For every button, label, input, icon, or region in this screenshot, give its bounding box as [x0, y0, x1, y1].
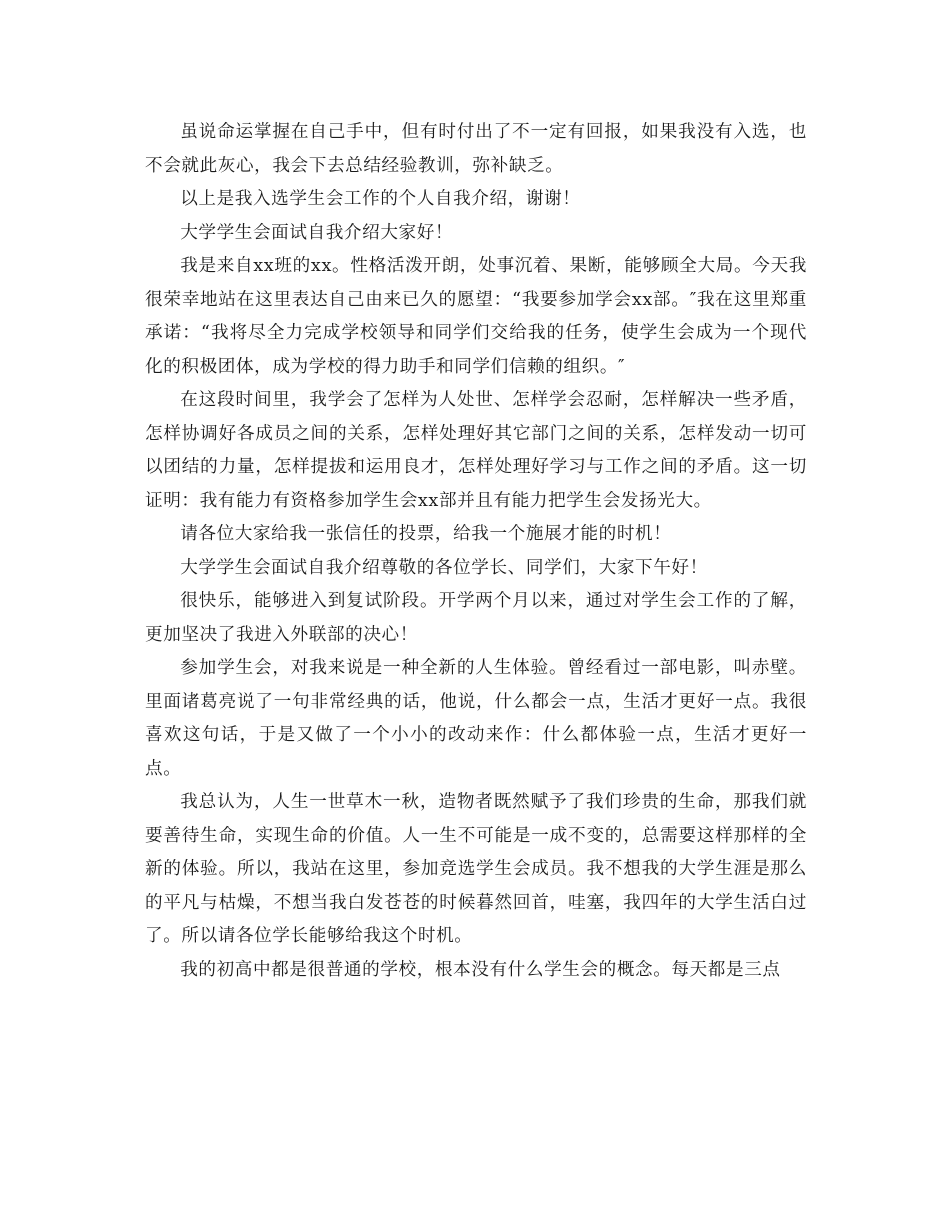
paragraph: 我是来自xx班的xx。性格活泼开朗，处事沉着、果断，能够顾全大局。今天我很荣幸地站在这里表达自己由来已久的愿望：“我要参加学会xx部。″我在这里郑重承诺：“我将尽全力完成学校领导和同学们交给我的任务，使学生会成为一个现代化的积极团体，成为学校的得力助手和同学们信赖的组织。″ — [145, 256, 807, 377]
paragraph: 虽说命运掌握在自己手中，但有时付出了不一定有回报，如果我没有入选，也不会就此灰心，我会下去总结经验教训，弥补缺乏。 — [145, 122, 807, 176]
paragraph: 参加学生会，对我来说是一种全新的人生体验。曾经看过一部电影，叫赤壁。里面诸葛亮说了一句非常经典的话，他说，什么都会一点，生活才更好一点。我很喜欢这句话，于是又做了一个小小的改动来作：什么都体验一点，生活才更好一点。 — [145, 658, 807, 779]
paragraph: 以上是我入选学生会工作的个人自我介绍，谢谢！ — [180, 189, 581, 209]
paragraph: 请各位大家给我一张信任的投票，给我一个施展才能的时机！ — [180, 524, 672, 544]
paragraph: 我的初高中都是很普通的学校，根本没有什么学生会的概念。每天都是三点 — [180, 959, 781, 980]
paragraph: 大学学生会面试自我介绍尊敬的各位学长、同学们，大家下午好！ — [180, 557, 708, 578]
document-body — [145, 116, 807, 987]
paragraph: 在这段时间里，我学会了怎样为人处世、怎样学会忍耐，怎样解决一些矛盾，怎样协调好各成员之间的关系，怎样处理好其它部门之间的关系，怎样发动一切可以团结的力量，怎样提拔和运用良才，怎样处理好学习与工作之间的矛盾。这一切证明：我有能力有资格参加学生会xx部并且有能力把学生会发扬光大。 — [145, 390, 807, 511]
paragraph: 很快乐，能够进入到复试阶段。开学两个月以来，通过对学生会工作的了解，更加坚决了我进入外联部的决心！ — [145, 591, 807, 645]
paragraph: 大学学生会面试自我介绍大家好！ — [180, 222, 454, 243]
paragraph: 我总认为，人生一世草木一秋，造物者既然赋予了我们珍贵的生命，那我们就要善待生命，实现生命的价值。人一生不可能是一成不变的，总需要这样那样的全新的体验。所以，我站在这里，参加竞选学生会成员。我不想我的大学生涯是那么的平凡与枯燥，不想当我白发苍苍的时候暮然回首，哇塞，我四年的大学生活白过了。所以请各位学长能够给我这个时机。 — [145, 792, 807, 946]
